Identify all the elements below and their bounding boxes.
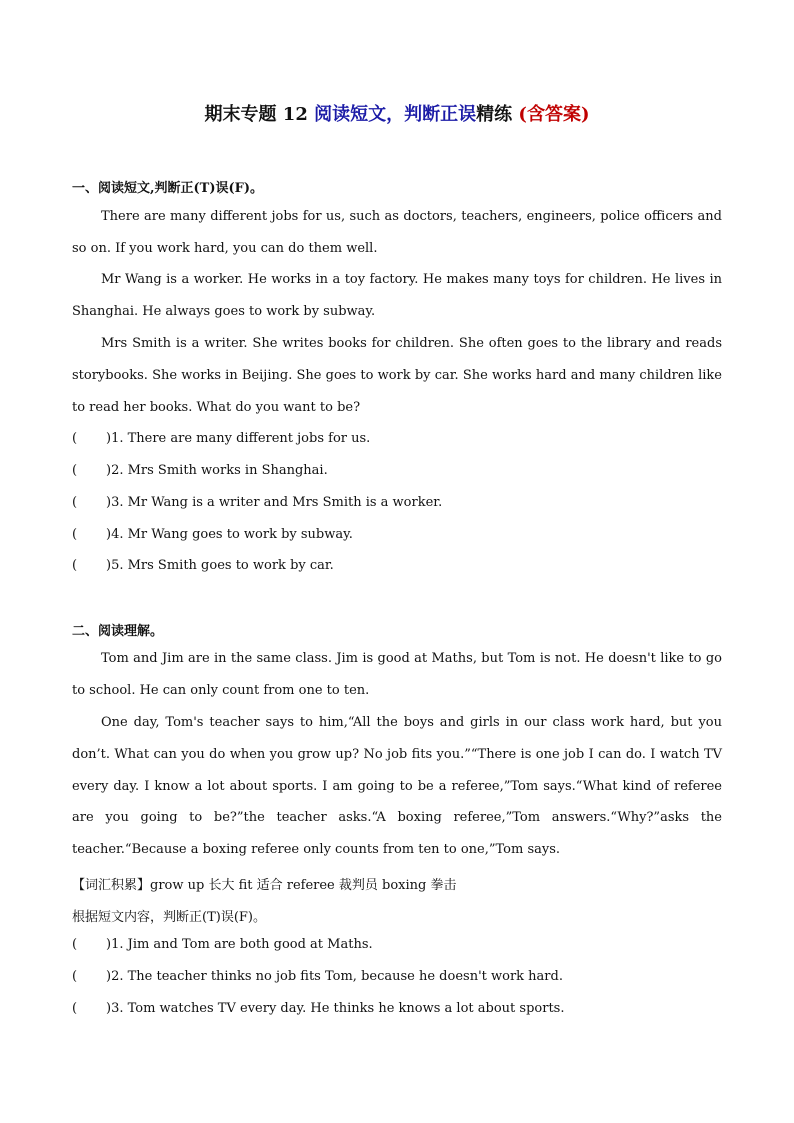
section2-paragraph-2: One day, Tom's teacher says to him,“All the boys and girls in our class work hard, but you don’t. What can you do when you grow up? No job fits you.”“There is one job I can do. I watch TV every day. I know a lot about sports. I am going to be a referee,”Tom says.“What kind of referee are you going to be?”the teacher asks.“A boxing referee,”Tom answers.“Why?”asks the teacher.“Because a boxing referee only counts from ten to one,”Tom says. — [72, 715, 722, 858]
title-part-2: 阅读短文，判断正误 — [314, 104, 477, 125]
title-part-4: (含答案) — [518, 104, 590, 125]
section1-paragraph-2: Mr Wang is a worker. He works in a toy factory. He makes many toys for children. He lives in Shanghai. He always goes to work by subway. — [72, 272, 722, 319]
section2-question-2: ( )2. The teacher thinks no job fits Tom, because he doesn't work hard. — [72, 969, 563, 984]
section1-question-1: ( )1. There are many different jobs for us. — [72, 431, 371, 446]
section2-instruction: 根据短文内容，判断正(T)误(F)。 — [72, 910, 266, 925]
section1-question-3: ( )3. Mr Wang is a writer and Mrs Smith is a worker. — [72, 495, 443, 510]
section1-paragraph-3: Mrs Smith is a writer. She writes books for children. She often goes to the library and reads storybooks. She works in Beijing. She goes to work by car. She works hard and many children like to read her books. What do you want to be? — [72, 336, 722, 415]
section1-question-4: ( )4. Mr Wang goes to work by subway. — [72, 527, 353, 542]
title-part-1: 期末专题 12 — [204, 104, 308, 125]
section2-paragraph-1: Tom and Jim are in the same class. Jim is good at Maths, but Tom is not. He doesn't like to go to school. He can only count from one to ten. — [72, 651, 722, 698]
title-part-3: 精练 — [476, 104, 513, 125]
section1-heading: 一、阅读短文,判断正(T)误(F)。 — [72, 181, 264, 196]
section1-paragraph-1: There are many different jobs for us, such as doctors, teachers, engineers, police officers and so on. If you work hard, you can do them well. — [72, 209, 722, 256]
section2-question-1: ( )1. Jim and Tom are both good at Maths. — [72, 937, 373, 952]
vocab-note: 【词汇积累】grow up 长大 fit 适合 referee 裁判员 boxing 拳击 — [72, 878, 457, 893]
section2-question-3: ( )3. Tom watches TV every day. He thinks he knows a lot about sports. — [72, 1001, 565, 1016]
section1-question-2: ( )2. Mrs Smith works in Shanghai. — [72, 463, 328, 478]
section2-heading: 二、阅读理解。 — [72, 624, 164, 639]
section1-question-5: ( )5. Mrs Smith goes to work by car. — [72, 558, 334, 573]
page-title — [0, 100, 794, 126]
